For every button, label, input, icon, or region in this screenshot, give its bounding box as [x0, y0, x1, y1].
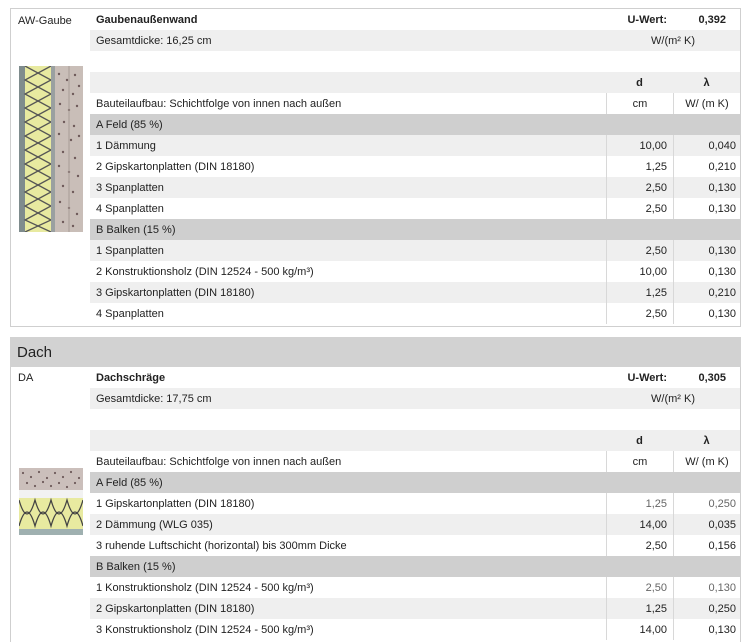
layer-lambda: 0,250: [673, 493, 740, 514]
section-title-dach: Dach: [10, 337, 741, 367]
total-thickness: Gesamtdicke: 17,75 cm: [96, 392, 212, 405]
group-row: [90, 219, 740, 240]
layer-name: 1 Dämmung: [96, 139, 156, 152]
group-row: [90, 472, 740, 493]
layer-lambda: 0,210: [673, 156, 740, 177]
table-row: [90, 198, 740, 219]
layer-name: 1 Gipskartonplatten (DIN 18180): [96, 497, 255, 510]
group-label: B Balken (15 %): [96, 560, 176, 573]
layer-d: 2,50: [606, 177, 673, 198]
layer-lambda: 0,130: [673, 198, 740, 219]
wall-table: [90, 9, 740, 324]
layer-lambda: 0,040: [673, 135, 740, 156]
table-row: [90, 240, 740, 261]
table-row: [90, 598, 740, 619]
layer-lambda: 0,210: [673, 282, 740, 303]
column-lambda-header: λ: [703, 76, 710, 89]
layer-name: 2 Konstruktionsholz (DIN 12524 - 500 kg/m³): [96, 265, 314, 278]
component-code: DA: [18, 372, 34, 384]
layers-heading-row: [90, 93, 740, 114]
u-value: 0,305: [698, 371, 726, 384]
table-row: [90, 619, 740, 640]
layer-name: 2 Dämmung (WLG 035): [96, 518, 213, 531]
layer-lambda: 0,130: [673, 261, 740, 282]
layer-lambda: 0,250: [673, 598, 740, 619]
layer-name: 3 Gipskartonplatten (DIN 18180): [96, 286, 255, 299]
layer-d: 1,25: [606, 282, 673, 303]
table-row: [90, 514, 740, 535]
thickness-row: [90, 388, 740, 409]
u-value-block: [606, 9, 740, 30]
u-value-unit: W/(m² K): [651, 34, 695, 47]
layer-name: 3 Spanplatten: [96, 181, 164, 194]
layer-lambda: 0,130: [673, 577, 740, 598]
layer-lambda: 0,130: [673, 619, 740, 640]
roof-layer-image: [19, 468, 83, 535]
table-row: [90, 177, 740, 198]
layer-d: 2,50: [606, 303, 673, 324]
layer-d: 1,25: [606, 598, 673, 619]
wall-layer-image: [19, 66, 83, 232]
layer-name: 3 Konstruktionsholz (DIN 12524 - 500 kg/m³): [96, 623, 314, 636]
group-label: A Feld (85 %): [96, 118, 163, 131]
layer-name: 1 Spanplatten: [96, 244, 164, 257]
table-row: [90, 261, 740, 282]
layer-d: 10,00: [606, 261, 673, 282]
layer-name: 2 Gipskartonplatten (DIN 18180): [96, 602, 255, 615]
column-header-row: [90, 72, 740, 93]
unit-lambda: W/ (m K): [673, 93, 740, 114]
unit-d: cm: [606, 93, 673, 114]
wall-layer-thumbnail: [19, 66, 83, 232]
layer-d: 1,25: [606, 156, 673, 177]
table-row: [90, 535, 740, 556]
layers-heading: Bauteilaufbau: Schichtfolge von innen nach außen: [96, 97, 342, 110]
spacer-row: [90, 51, 740, 72]
column-d-header: d: [636, 434, 643, 447]
thickness-row: [90, 30, 740, 51]
layer-name: 3 ruhende Luftschicht (horizontal) bis 300mm Dicke: [96, 539, 347, 552]
layer-lambda: 0,130: [673, 177, 740, 198]
table-row: [90, 156, 740, 177]
u-value-label: U-Wert:: [627, 13, 667, 26]
roof-component-card: [10, 367, 741, 642]
layer-d: 2,50: [606, 535, 673, 556]
group-row: [90, 556, 740, 577]
table-row: [90, 135, 740, 156]
unit-lambda: W/ (m K): [673, 451, 740, 472]
header-row: [90, 9, 740, 30]
layer-name: 1 Konstruktionsholz (DIN 12524 - 500 kg/m³): [96, 581, 314, 594]
u-value-block: [606, 367, 740, 388]
layer-name: 2 Gipskartonplatten (DIN 18180): [96, 160, 255, 173]
u-value-unit: W/(m² K): [651, 392, 695, 405]
group-row: [90, 114, 740, 135]
table-row: [90, 493, 740, 514]
spacer-row: [90, 409, 740, 430]
roof-table: [90, 367, 740, 640]
layer-lambda: 0,035: [673, 514, 740, 535]
group-label: A Feld (85 %): [96, 476, 163, 489]
layer-d: 2,50: [606, 240, 673, 261]
column-lambda-header: λ: [703, 434, 710, 447]
layer-d: 1,25: [606, 493, 673, 514]
u-value: 0,392: [698, 13, 726, 26]
layer-d: 2,50: [606, 577, 673, 598]
layer-d: 14,00: [606, 514, 673, 535]
table-row: [90, 303, 740, 324]
layer-name: 4 Spanplatten: [96, 307, 164, 320]
layer-name: 4 Spanplatten: [96, 202, 164, 215]
component-name: Dachschräge: [96, 371, 166, 384]
component-code: AW-Gaube: [18, 15, 72, 27]
component-name: Gaubenaußenwand: [96, 13, 198, 26]
layer-lambda: 0,130: [673, 303, 740, 324]
header-row: [90, 367, 740, 388]
layer-d: 10,00: [606, 135, 673, 156]
column-d-header: d: [636, 76, 643, 89]
unit-d: cm: [606, 451, 673, 472]
u-value-label: U-Wert:: [627, 371, 667, 384]
total-thickness: Gesamtdicke: 16,25 cm: [96, 34, 212, 47]
group-label: B Balken (15 %): [96, 223, 176, 236]
layers-heading: Bauteilaufbau: Schichtfolge von innen nach außen: [96, 455, 342, 468]
layer-d: 14,00: [606, 619, 673, 640]
wall-component-card: [10, 8, 741, 327]
layers-heading-row: [90, 451, 740, 472]
layer-d: 2,50: [606, 198, 673, 219]
table-row: [90, 577, 740, 598]
layer-lambda: 0,130: [673, 240, 740, 261]
column-header-row: [90, 430, 740, 451]
table-row: [90, 282, 740, 303]
layer-lambda: 0,156: [673, 535, 740, 556]
roof-layer-thumbnail: [19, 468, 83, 535]
